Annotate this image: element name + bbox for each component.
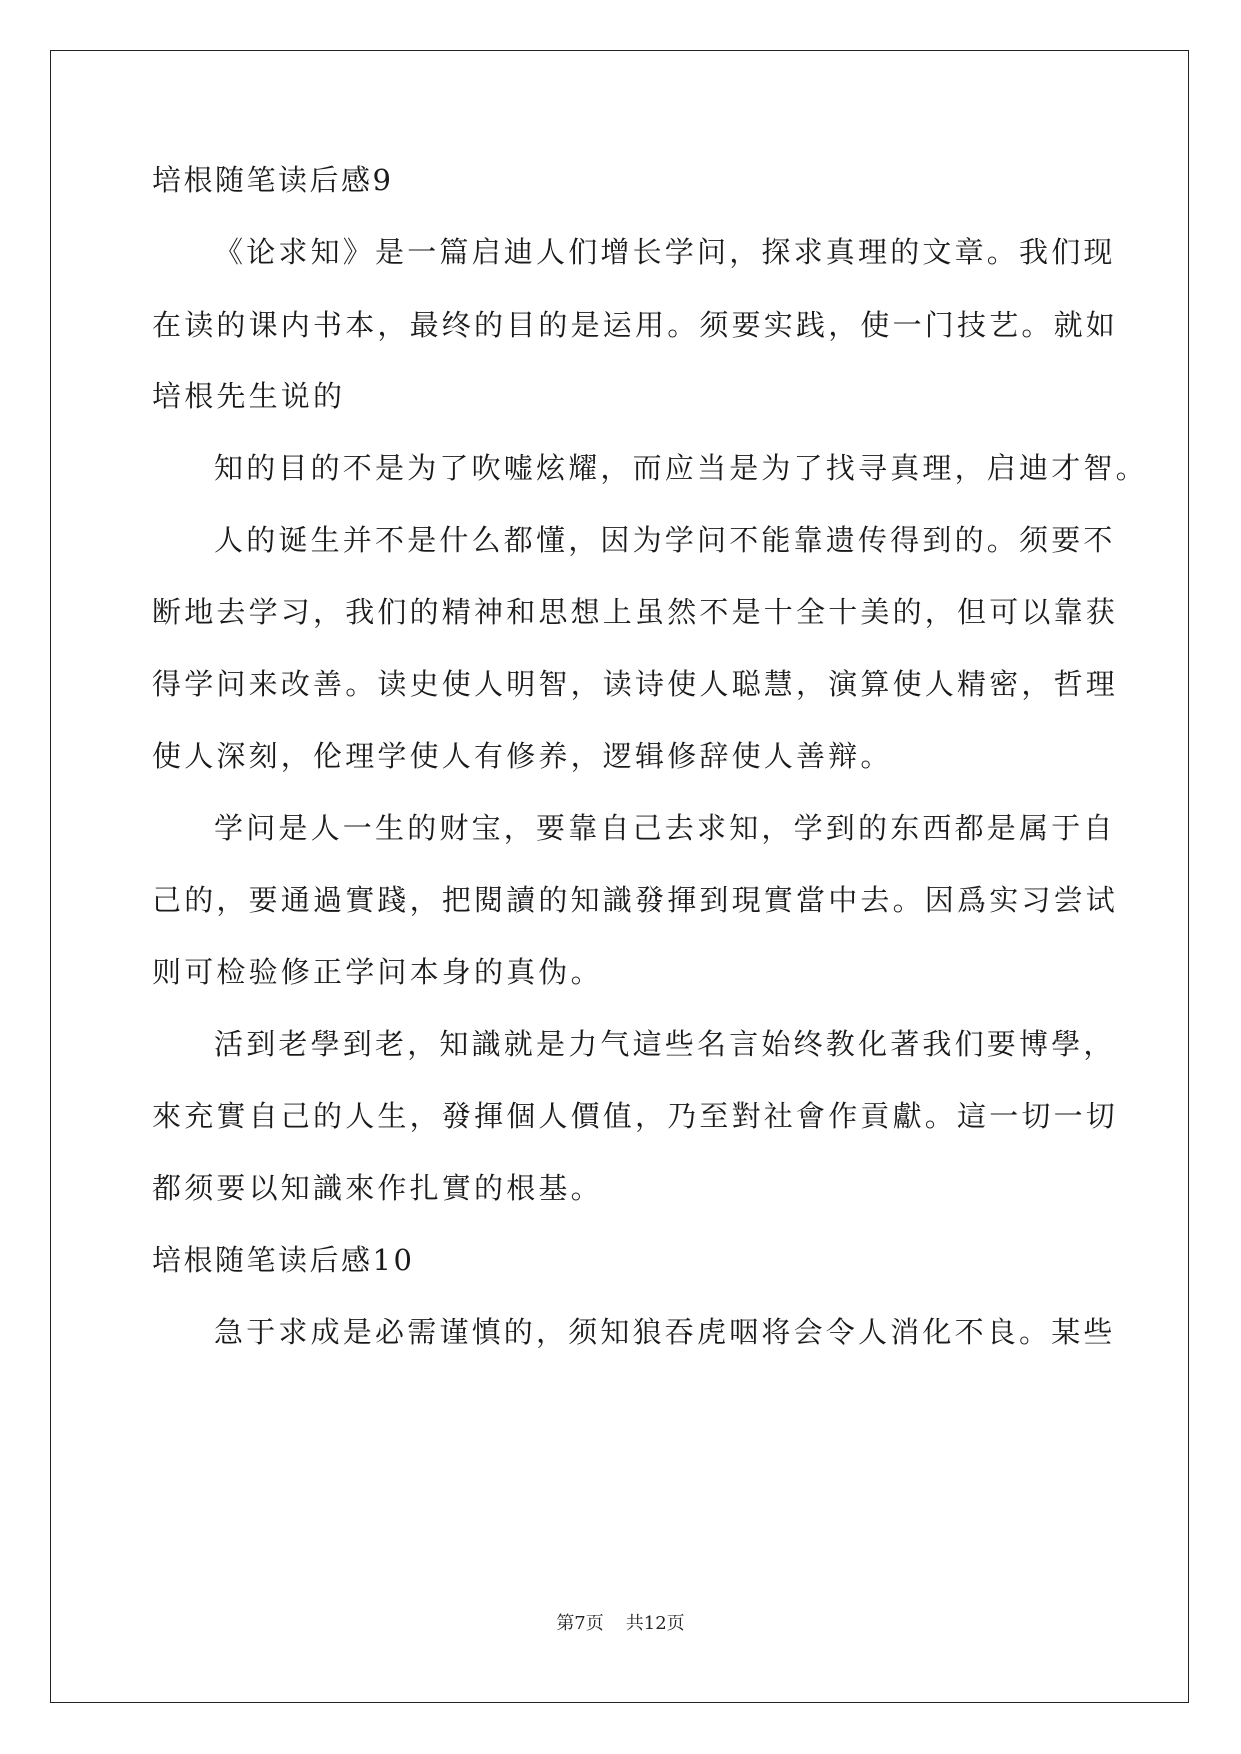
paragraph-line: 学问是人一生的财宝，要靠自己去求知，学到的东西都是属于自 [214, 811, 1116, 845]
paragraph-line: 得学问来改善。读史使人明智，读诗使人聪慧，演算使人精密，哲理 [152, 667, 1119, 701]
paragraph-line: 急于求成是必需谨慎的，须知狼吞虎咽将会令人消化不良。某些 [214, 1315, 1116, 1349]
paragraph-line: 《论求知》是一篇启迪人们增长学问，探求真理的文章。我们现 [214, 235, 1116, 269]
paragraph-line: 知的目的不是为了吹嘘炫耀，而应当是为了找寻真理，启迪才智。 [214, 451, 1148, 485]
paragraph-line: 断地去学习，我们的精神和思想上虽然不是十全十美的，但可以靠获 [152, 595, 1119, 629]
paragraph-line: 己的，要通過實踐，把閱讀的知識發揮到現實當中去。因爲实习尝试 [152, 883, 1119, 917]
page-number: 第7页 [556, 1613, 604, 1634]
paragraph-line: 使人深刻，伦理学使人有修养，逻辑修辞使人善辩。 [152, 739, 893, 773]
paragraph-line: 活到老學到老，知識就是力气這些名言始终教化著我们要博學， [214, 1027, 1116, 1061]
paragraph-line: 则可检验修正学问本身的真伪。 [152, 955, 603, 989]
paragraph-line: 培根先生说的 [152, 379, 346, 413]
paragraph-line: 都须要以知識來作扎實的根基。 [152, 1171, 603, 1205]
page-total: 共12页 [625, 1613, 685, 1634]
page-border [50, 50, 1189, 1703]
section-heading: 培根随笔读后感9 [152, 163, 394, 197]
paragraph-line: 人的诞生并不是什么都懂，因为学问不能靠遗传得到的。须要不 [214, 523, 1116, 557]
page-footer [0, 1612, 1241, 1636]
section-heading: 培根随笔读后感10 [152, 1243, 415, 1277]
paragraph-line: 在读的课内书本，最终的目的是运用。须要实践，使一门技艺。就如 [152, 308, 1119, 342]
paragraph-line: 來充實自己的人生，發揮個人價值，乃至對社會作貢獻。這一切一切 [152, 1099, 1119, 1133]
